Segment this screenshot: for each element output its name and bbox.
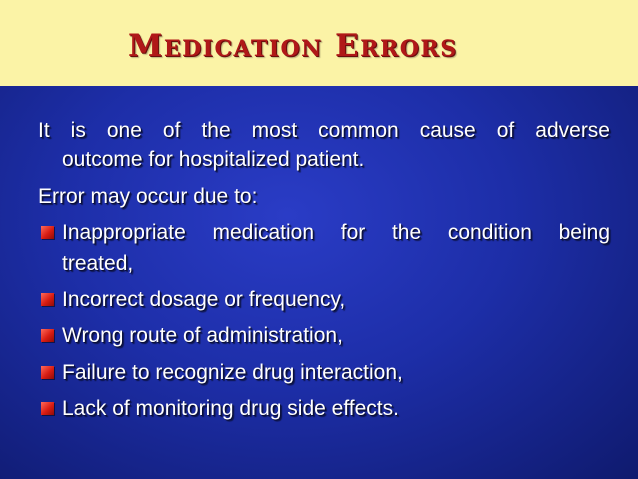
bullet-icon [41, 226, 54, 239]
title-band [0, 0, 638, 86]
subheading: Error may occur due to: [38, 185, 258, 208]
bullet-icon [41, 366, 54, 379]
bullet-icon [41, 329, 54, 342]
intro-line-2: outcome for hospitalized patient. [62, 148, 365, 171]
bullet-icon [41, 402, 54, 415]
bullet-1-line-1: Inappropriate medication for the condition being [62, 221, 610, 244]
bullet-4: Failure to recognize drug interaction, [62, 361, 403, 384]
bullet-5: Lack of monitoring drug side effects. [62, 397, 399, 420]
intro-line-1: It is one of the most common cause of adverse [38, 119, 610, 142]
bullet-2: Incorrect dosage or frequency, [62, 288, 346, 311]
bullet-1-line-2: treated, [62, 252, 134, 275]
bullet-icon [41, 293, 54, 306]
bullet-3: Wrong route of administration, [62, 324, 343, 347]
slide-title: Medication Errors [128, 28, 458, 64]
